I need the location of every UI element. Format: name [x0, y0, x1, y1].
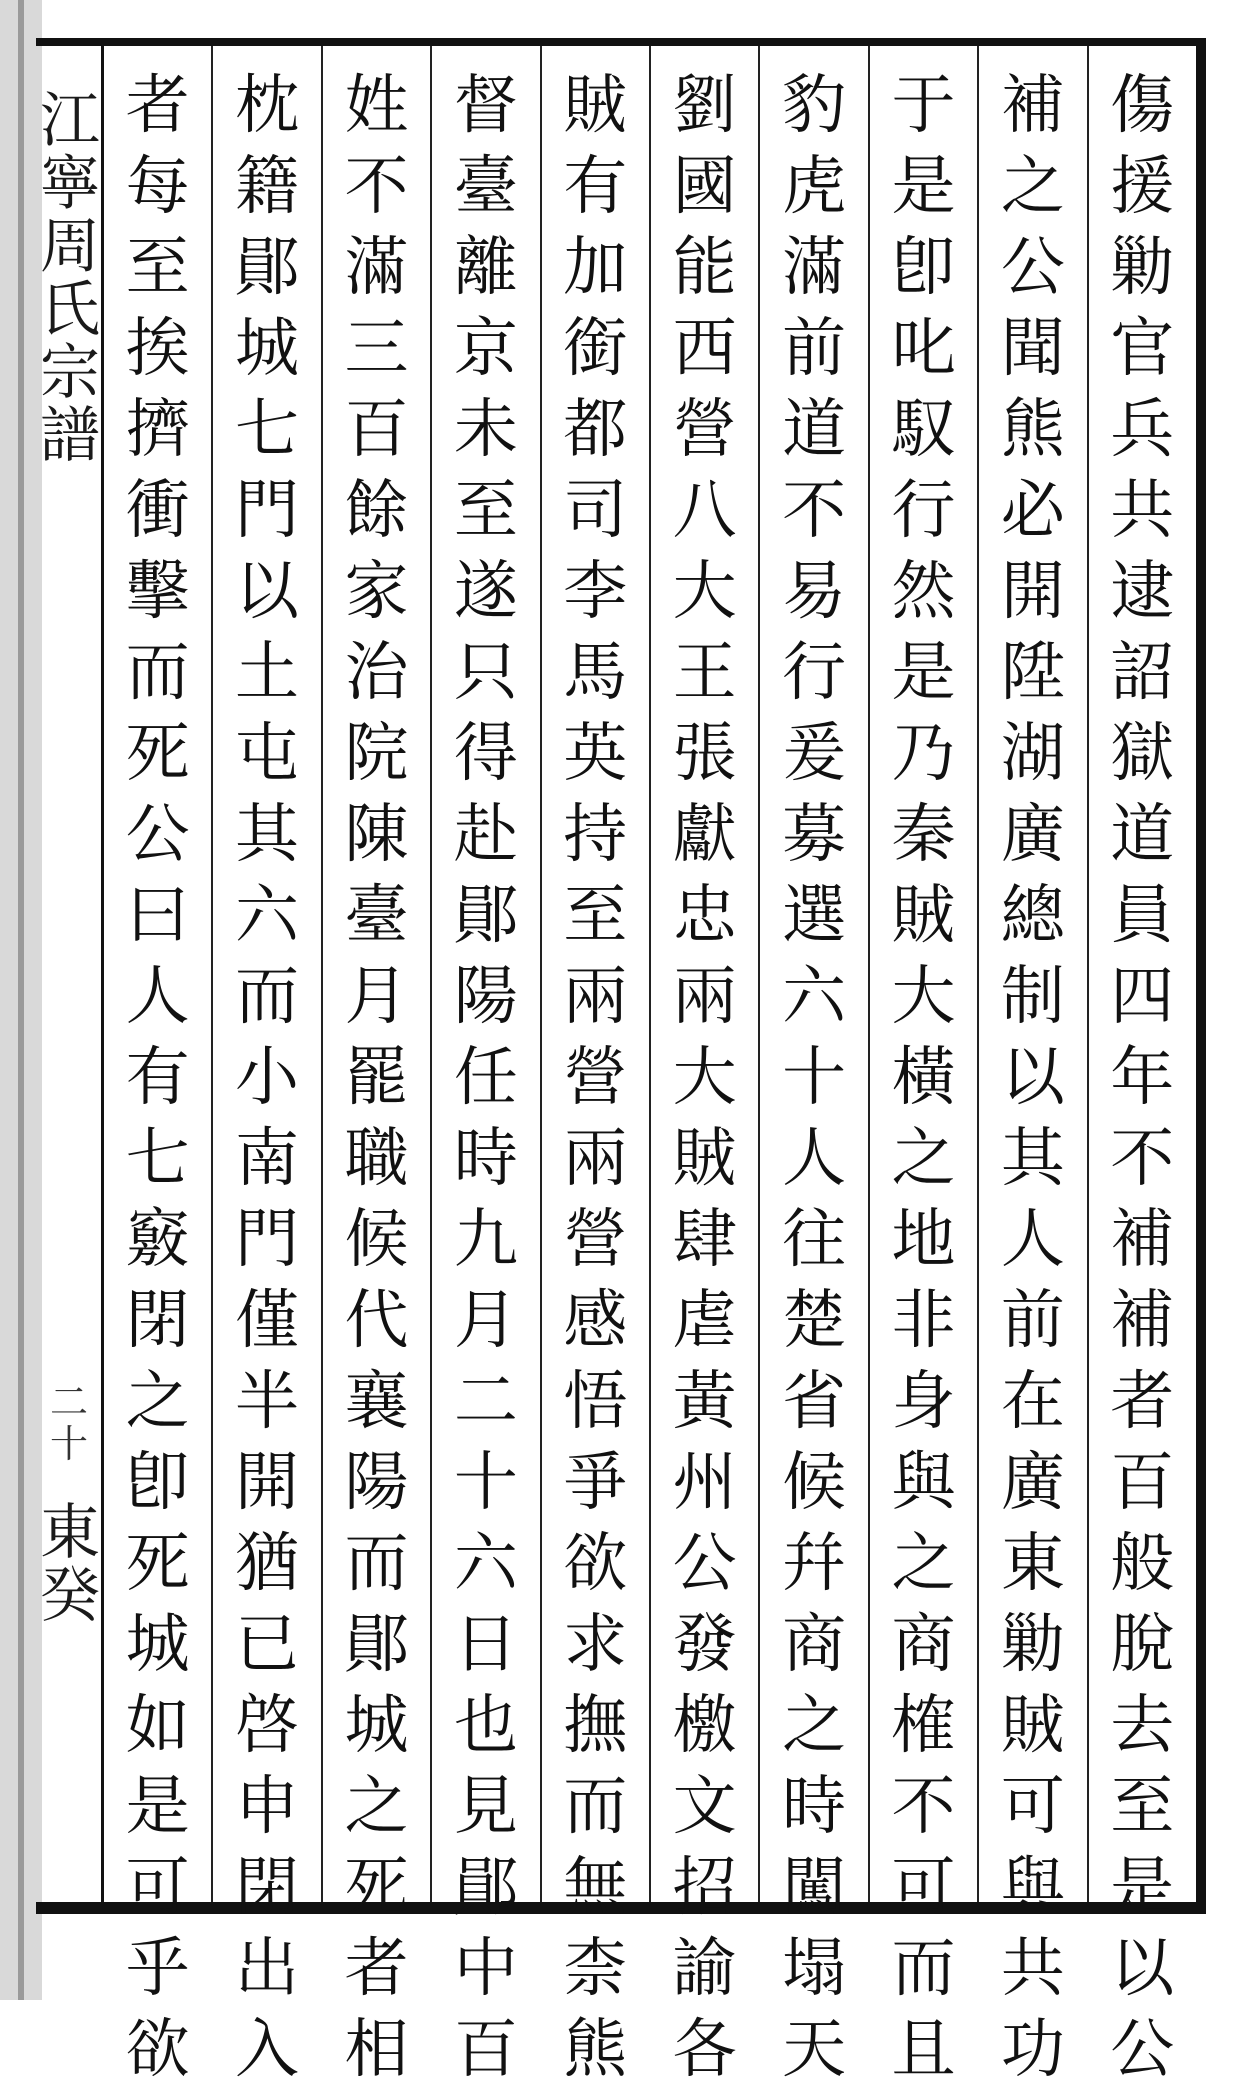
page-edge-shadow [18, 0, 24, 2000]
margin-column [36, 46, 104, 1902]
column-text: 傷援勦官兵共逮詔獄道員四年不補補者百般脫去至是以公 [1110, 69, 1175, 2087]
column-text: 枕籍鄖城七門以土屯其六而小南門僅半開猶已啓申閉出入 [235, 69, 300, 2087]
page-frame [36, 38, 1206, 2087]
text-column [649, 46, 758, 2087]
text-column [211, 46, 320, 2087]
column-text: 姓不滿三百餘家治院陳臺月罷職候代襄陽而鄖城之死者相 [344, 69, 409, 2087]
column-text: 督臺離京未至遂只得赴鄖陽任時九月二十六日也見鄖中百 [453, 69, 518, 2087]
column-text: 補之公聞熊必開陞湖廣總制以其人前在廣東勦賊可與共功 [1000, 69, 1065, 2087]
page-number: 二十 [49, 1380, 88, 1466]
text-column [868, 46, 977, 2087]
column-text: 劉國能西營八大王張獻忠兩大賊肆虐黃州公發檄文招諭各 [672, 69, 737, 2087]
text-column [758, 46, 867, 2087]
text-column [1087, 46, 1196, 2087]
text-column [104, 46, 211, 2087]
text-column [977, 46, 1086, 2087]
text-column [540, 46, 649, 2087]
margin-title: 江寧周氏宗譜 [40, 86, 100, 471]
column-text: 賊有加銜都司李馬英持至兩營兩營感悟爭欲求撫而無柰熊 [563, 69, 628, 2087]
margin-footer: 東癸 [40, 1498, 100, 1631]
text-column [321, 46, 430, 2087]
column-text: 者每至挨擠衝擊而死公曰人有七竅閉之卽死城如是可乎欲 [125, 69, 190, 2087]
column-text: 于是卽叱馭行然是乃秦賊大橫之地非身與之商榷不可而且 [891, 69, 956, 2087]
column-text: 豹虎滿前道不易行爰募選六十人往楚省候幷商之時闖塌天 [782, 69, 847, 2087]
text-columns [104, 46, 1196, 2087]
text-column [430, 46, 539, 2087]
